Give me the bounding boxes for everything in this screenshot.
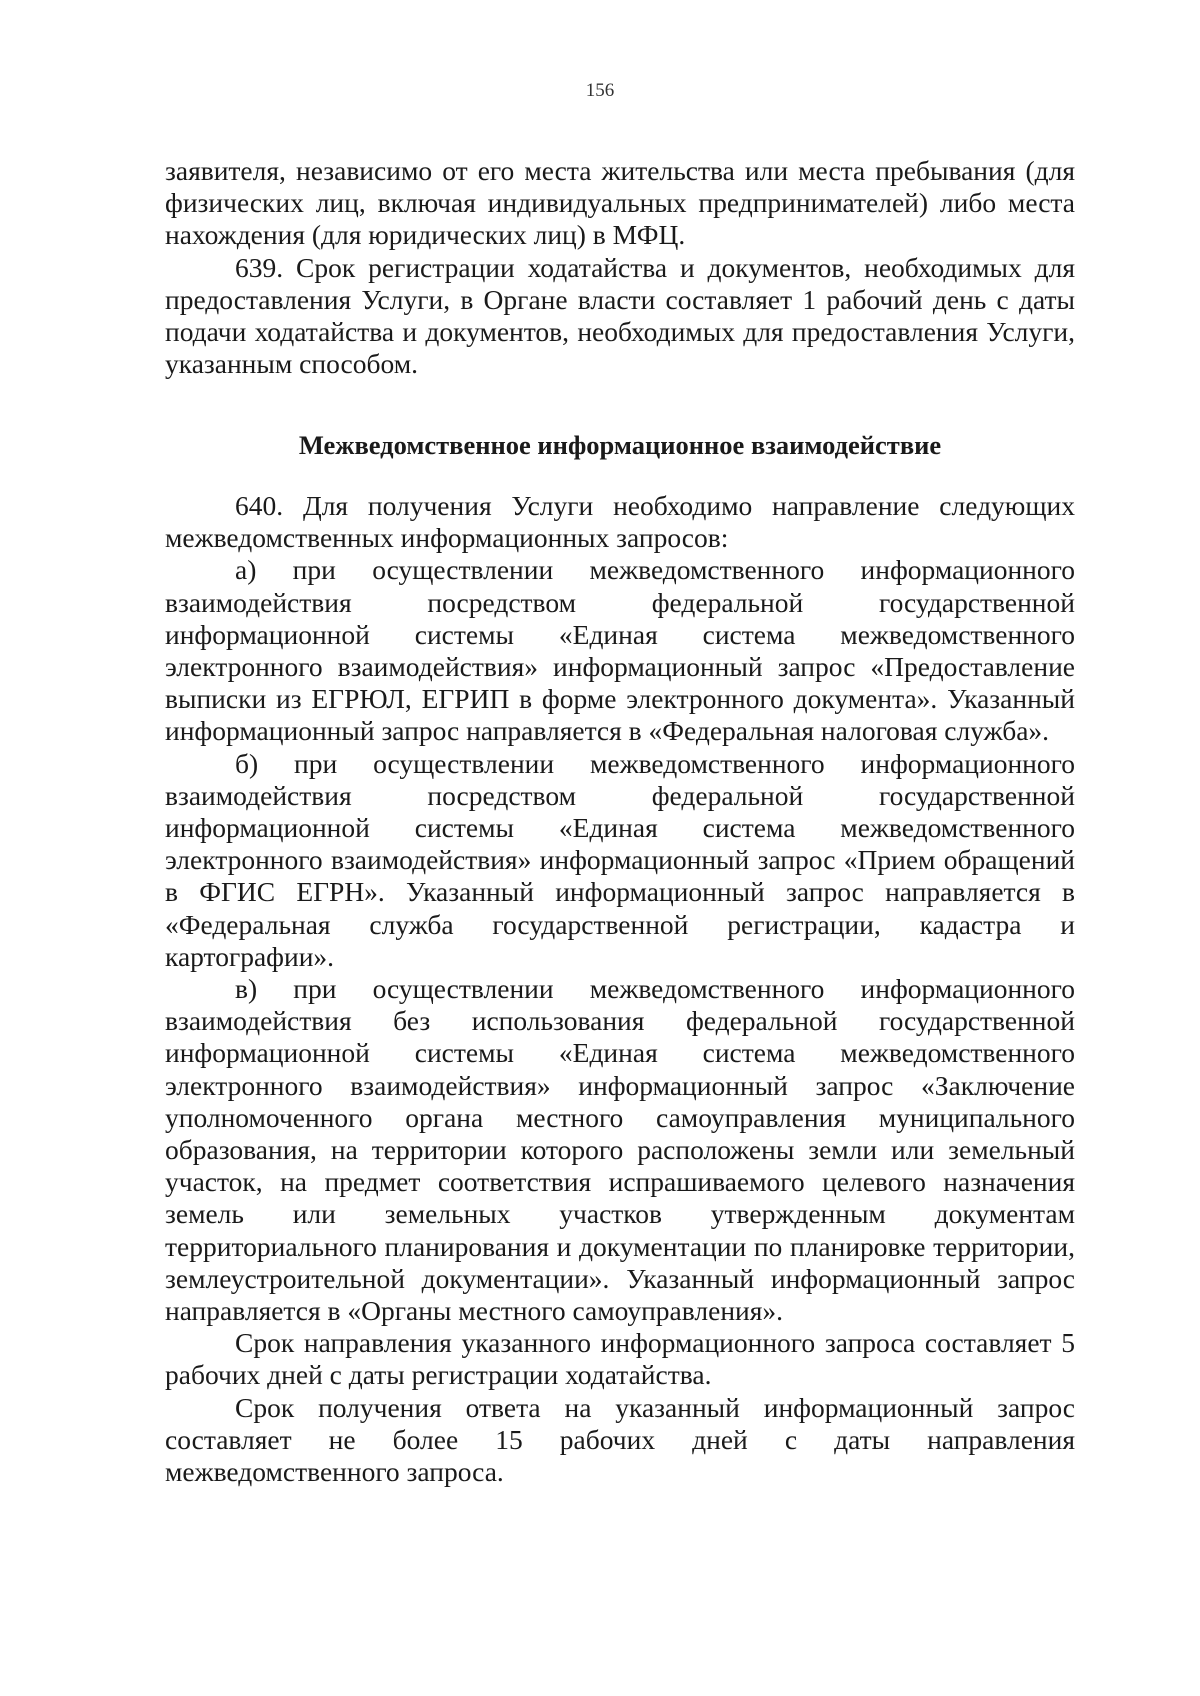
subitem-a-paragraph: а) при осуществлении межведомственного информационного взаимодействия посредством федеральной государственной информационной системы «Единая система межведомственного электронного взаимодействия» информационный запрос «Предоставление выписки из ЕГРЮЛ, ЕГРИП в форме электронного документа». Указанный информационный запрос направляется в «Федеральная налоговая служба». <box>165 554 1075 747</box>
subitem-b-paragraph: б) при осуществлении межведомственного информационного взаимодействия посредством федеральной государственной информационной системы «Единая система межведомственного электронного взаимодействия» информационный запрос «Прием обращений в ФГИС ЕГРН». Указанный информационный запрос направляется в «Федеральная служба государственной регистрации, кадастра и картографии». <box>165 747 1075 972</box>
request-deadline-paragraph: Срок направления указанного информационного запроса составляет 5 рабочих дней с даты регистрации ходатайства. <box>165 1327 1075 1391</box>
continuation-paragraph: заявителя, независимо от его места жительства или места пребывания (для физических лиц, включая индивидуальных предпринимателей) либо места нахождения (для юридических лиц) в МФЦ. <box>165 155 1075 251</box>
paragraph-639: 639. Срок регистрации ходатайства и документов, необходимых для предоставления Услуги, в Органе власти составляет 1 рабочий день с даты подачи ходатайства и документов, необходимых для предоставления Услуги, указанным способом. <box>165 251 1075 380</box>
section-body <box>165 490 1075 1488</box>
paragraph-640: 640. Для получения Услуги необходимо направление следующих межведомственных информационных запросов: <box>165 490 1075 554</box>
intro-block <box>165 155 1075 380</box>
page-number: 156 <box>585 80 615 101</box>
section-heading: Межведомственное информационное взаимодействие <box>298 430 942 460</box>
response-deadline-paragraph: Срок получения ответа на указанный информационный запрос составляет не более 15 рабочих дней с даты направления межведомственного запроса. <box>165 1391 1075 1488</box>
subitem-v-paragraph: в) при осуществлении межведомственного информационного взаимодействия без использования федеральной государственной информационной системы «Единая система межведомственного электронного взаимодействия» информационный запрос «Заключение уполномоченного органа местного самоуправления муниципального образования, на территории которого расположены земли или земельный участок, на предмет соответствия испрашиваемого целевого назначения земель или земельных участков утвержденным документам территориального планирования и документации по планировке территории, землеустроительной документации». Указанный информационный запрос направляется в «Органы местного самоуправления». <box>165 973 1075 1327</box>
